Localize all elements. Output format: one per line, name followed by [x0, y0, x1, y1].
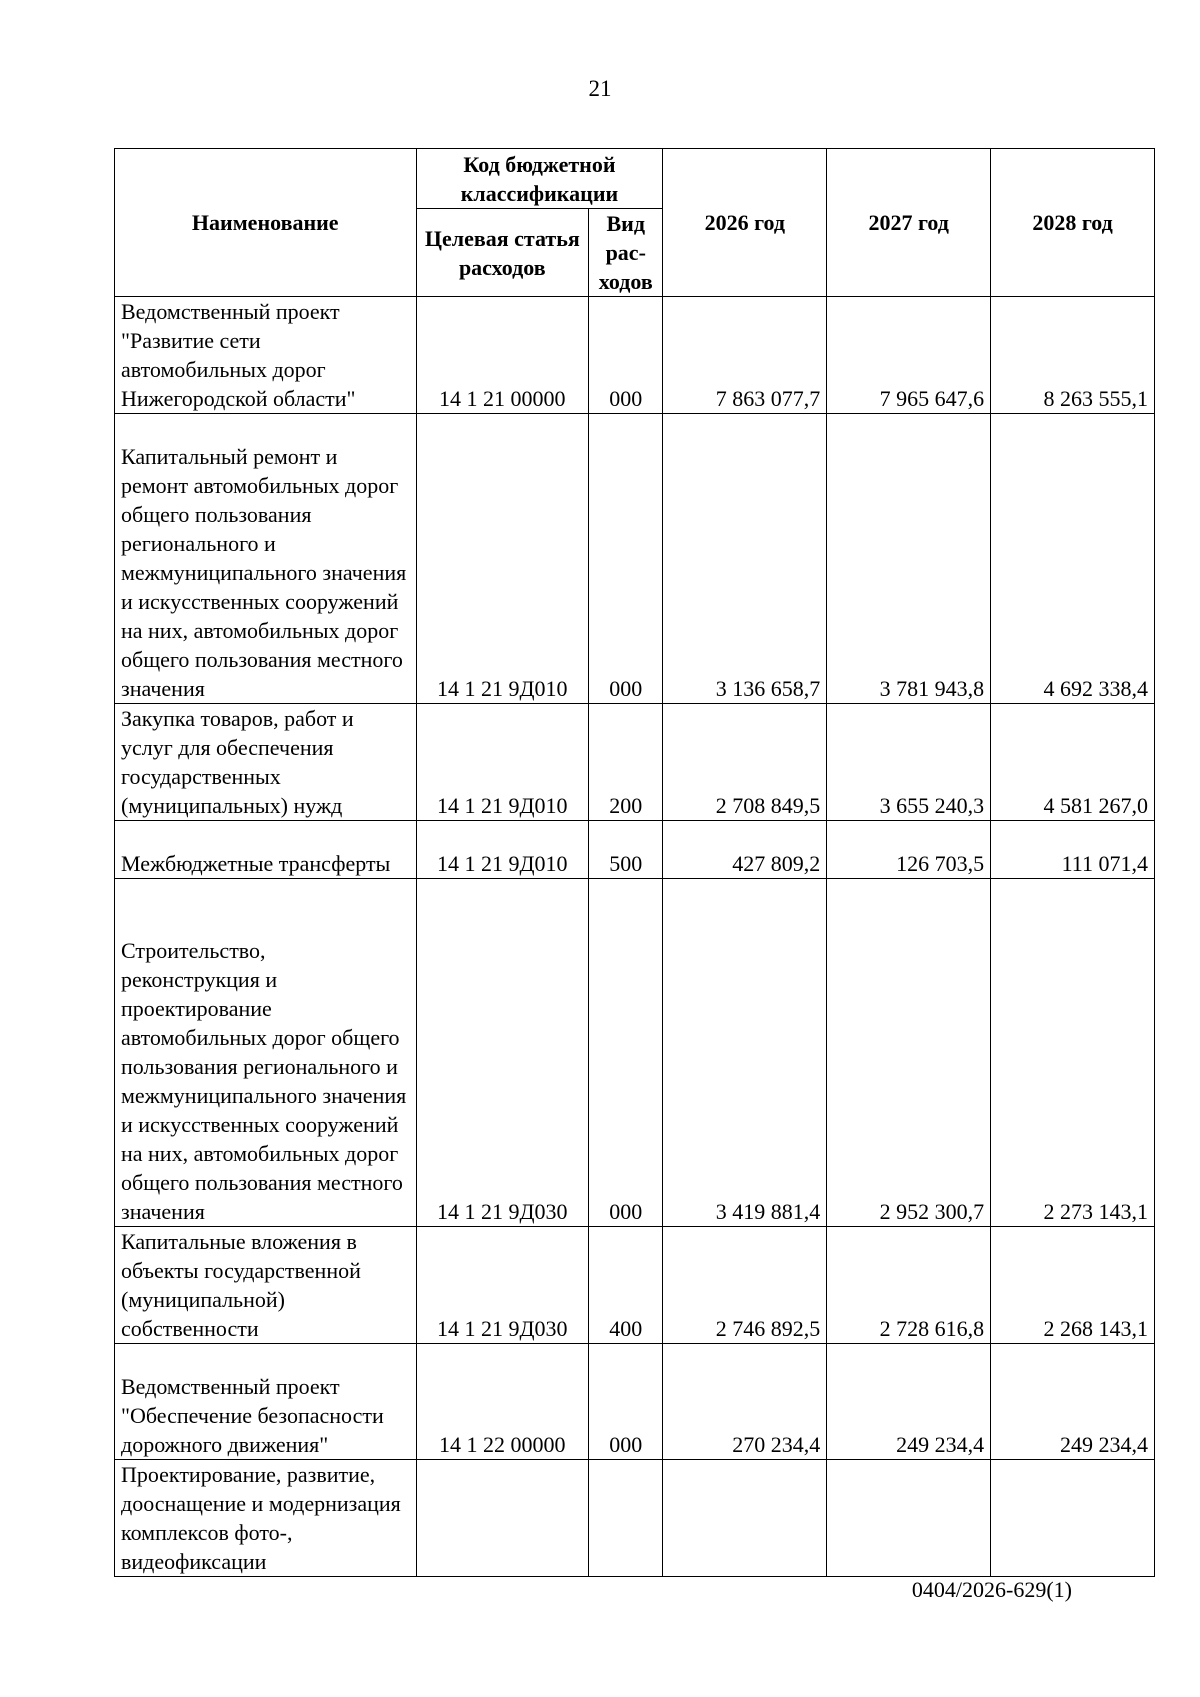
- table-row: [115, 704, 1155, 821]
- row-target-article: 14 1 22 00000: [416, 1344, 589, 1460]
- row-name: Закупка товаров, работ и услуг для обеспечения государственных (муниципальных) нужд: [115, 704, 417, 821]
- table-row: [115, 297, 1155, 414]
- row-target-article: 14 1 21 9Д010: [416, 821, 589, 879]
- row-name: Строительство, реконструкция и проектирование автомобильных дорог общего пользования регионального и межмуниципального значения и искусственных сооружений на них, автомобильных дорог общего пользования местного значения: [115, 879, 417, 1227]
- document-id: 0404/2026-629(1): [911, 1577, 1072, 1602]
- budget-table: [114, 148, 1155, 1577]
- header-year-2028: 2028 год: [991, 149, 1155, 297]
- row-expense-type: [589, 1460, 663, 1577]
- row-amount-2027: 126 703,5: [827, 821, 991, 879]
- header-name: Наименование: [115, 149, 417, 297]
- header-expense-type: Вид рас-ходов: [589, 209, 663, 297]
- row-amount-2026: 270 234,4: [663, 1344, 827, 1460]
- row-amount-2027: 249 234,4: [827, 1344, 991, 1460]
- header-target-article: Целевая статья расходов: [416, 209, 589, 297]
- row-amount-2026: 3 419 881,4: [663, 879, 827, 1227]
- row-amount-2028: 8 263 555,1: [991, 297, 1155, 414]
- table-row: [115, 1227, 1155, 1344]
- row-amount-2028: 111 071,4: [991, 821, 1155, 879]
- row-name: Ведомственный проект "Развитие сети автомобильных дорог Нижегородской области": [115, 297, 417, 414]
- row-expense-type: 000: [589, 297, 663, 414]
- row-target-article: [416, 1460, 589, 1577]
- row-amount-2027: 3 781 943,8: [827, 414, 991, 704]
- row-amount-2027: 3 655 240,3: [827, 704, 991, 821]
- row-expense-type: 500: [589, 821, 663, 879]
- header-year-2027: 2027 год: [827, 149, 991, 297]
- row-target-article: 14 1 21 9Д030: [416, 1227, 589, 1344]
- table-row: [115, 1344, 1155, 1460]
- row-amount-2026: 2 746 892,5: [663, 1227, 827, 1344]
- row-target-article: 14 1 21 9Д030: [416, 879, 589, 1227]
- row-target-article: 14 1 21 9Д010: [416, 414, 589, 704]
- row-amount-2028: 249 234,4: [991, 1344, 1155, 1460]
- row-amount-2028: 4 581 267,0: [991, 704, 1155, 821]
- row-amount-2027: 2 952 300,7: [827, 879, 991, 1227]
- row-amount-2027: [827, 1460, 991, 1577]
- table-row: [115, 821, 1155, 879]
- row-amount-2028: [991, 1460, 1155, 1577]
- table-row: [115, 1460, 1155, 1577]
- row-name: Межбюджетные трансферты: [115, 821, 417, 879]
- row-expense-type: 200: [589, 704, 663, 821]
- row-expense-type: 000: [589, 1344, 663, 1460]
- table-row: [115, 414, 1155, 704]
- header-code-group: Код бюджетной классификации: [416, 149, 663, 209]
- row-amount-2026: 3 136 658,7: [663, 414, 827, 704]
- header-year-2026: 2026 год: [663, 149, 827, 297]
- row-amount-2026: 2 708 849,5: [663, 704, 827, 821]
- row-expense-type: 000: [589, 879, 663, 1227]
- row-expense-type: 400: [589, 1227, 663, 1344]
- table-row: [115, 879, 1155, 1227]
- row-target-article: 14 1 21 9Д010: [416, 704, 589, 821]
- row-amount-2026: [663, 1460, 827, 1577]
- row-expense-type: 000: [589, 414, 663, 704]
- row-amount-2027: 7 965 647,6: [827, 297, 991, 414]
- page-number: 21: [588, 76, 612, 101]
- row-amount-2028: 2 273 143,1: [991, 879, 1155, 1227]
- row-amount-2026: 7 863 077,7: [663, 297, 827, 414]
- row-amount-2027: 2 728 616,8: [827, 1227, 991, 1344]
- row-name: Капитальный ремонт и ремонт автомобильных дорог общего пользования регионального и межмуниципального значения и искусственных сооружений на них, автомобильных дорог общего пользования местного значения: [115, 414, 417, 704]
- row-name: Проектирование, развитие, дооснащение и модернизация комплексов фото-, видеофиксации: [115, 1460, 417, 1577]
- row-amount-2028: 4 692 338,4: [991, 414, 1155, 704]
- row-amount-2026: 427 809,2: [663, 821, 827, 879]
- row-name: Капитальные вложения в объекты государственной (муниципальной) собственности: [115, 1227, 417, 1344]
- row-amount-2028: 2 268 143,1: [991, 1227, 1155, 1344]
- row-target-article: 14 1 21 00000: [416, 297, 589, 414]
- row-name: Ведомственный проект "Обеспечение безопасности дорожного движения": [115, 1344, 417, 1460]
